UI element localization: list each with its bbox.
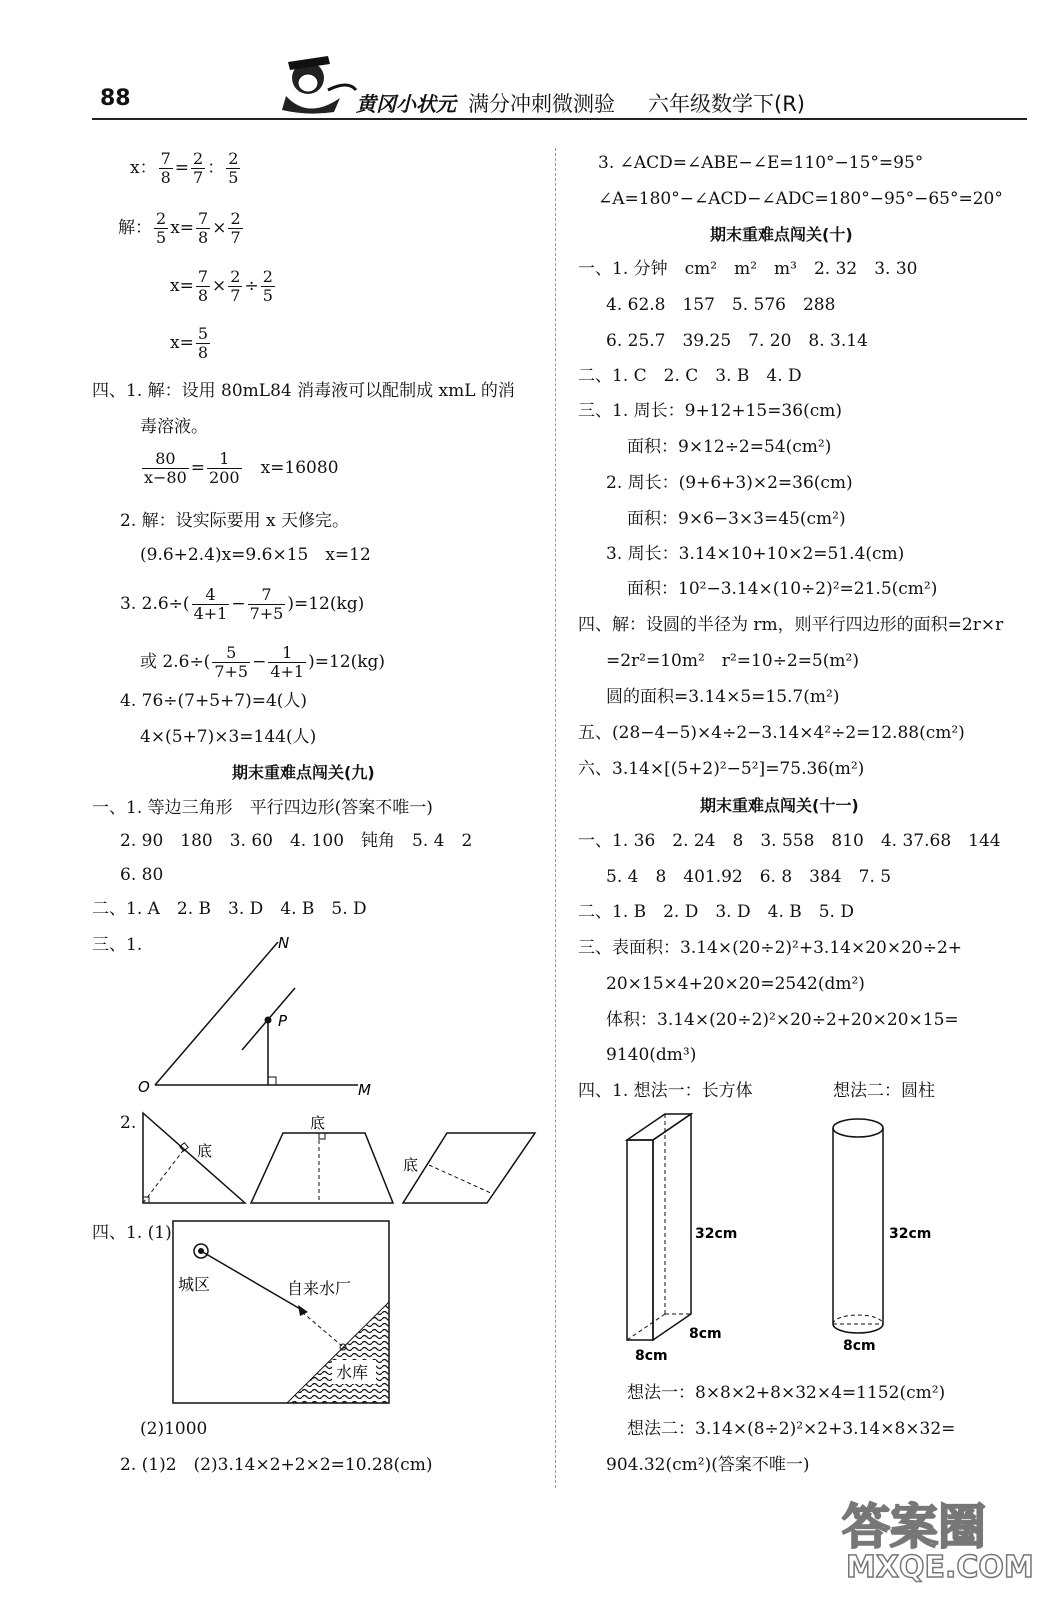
label-p: P (278, 1012, 288, 1030)
subject-title: 六年级数学下(R) (648, 92, 805, 116)
r10-part1-line2: 4. 62.8 157 5. 576 288 (606, 295, 836, 315)
sec9-part1-line1: 一、1. 等边三角形 平行四边形(答案不唯一) (92, 798, 433, 818)
label-o: O (138, 1078, 150, 1096)
cuboid-width-label: 8cm (635, 1348, 668, 1364)
r10-part1-line3: 6. 25.7 39.25 7. 20 8. 3.14 (606, 331, 868, 351)
r10-part1-line1: 一、1. 分钟 cm² m² m³ 2. 32 3. 30 (578, 259, 918, 279)
r10-part2: 二、1. C 2. C 3. B 4. D (578, 366, 802, 386)
series-title: 满分冲刺微测验 (468, 92, 615, 116)
angle-perpendicular-figure (130, 930, 390, 1100)
column-divider (555, 148, 556, 1488)
proportion-equation-3: x= $\frac{7}{8}$ × $\frac{2}{7}$ ÷ $\frac{2}{5}$ (170, 267, 273, 305)
section4-q1-line1: 四、1. 解：设用 80mL84 消毒液可以配制成 xmL 的消 (92, 381, 515, 401)
cuboid-depth-label: 8cm (689, 1326, 722, 1342)
r11-part4-idea1: 四、1. 想法一：长方体 (578, 1081, 753, 1101)
proportion-equation-1: x： $\frac{7}{8}$ = $\frac{2}{7}$ ： $\frac{2}{5}$ (130, 149, 239, 187)
r11-part4-calc2b: 904.32(cm²)(答案不唯一) (606, 1455, 810, 1475)
r-q3-line2: ∠A=180°−∠ACD−∠ADC=180°−95°−65°=20° (598, 189, 1003, 209)
r11-part4-idea2: 想法二：圆柱 (833, 1081, 935, 1101)
section4-q1-line2: 毒溶液。 (140, 417, 208, 437)
r10-part3-q2b: 面积：9×6−3×3=45(cm²) (627, 509, 846, 529)
label-n: N (278, 934, 290, 952)
sec9-part1-line3: 6. 80 (120, 865, 164, 885)
r11-part4-calc1: 想法一：8×8×2+8×32×4=1152(cm²) (627, 1383, 946, 1403)
r11-part4-calc2a: 想法二：3.14×(8÷2)²×2+3.14×8×32= (627, 1419, 956, 1439)
proportion-equation-2: 解： $\frac{2}{5}$ x= $\frac{7}{8}$ × $\frac{2}{7}$ (118, 209, 241, 247)
map-city-label: 城区 (178, 1275, 211, 1294)
heights-figure (135, 1108, 545, 1208)
section4-q4-line2: 4×(5+7)×3=144(人) (140, 727, 317, 747)
section4-q2-line2: (9.6+2.4)x=9.6×15 x=12 (140, 545, 371, 565)
section4-q2-line1: 2. 解：设实际要用 x 天修完。 (120, 511, 350, 531)
cylinder-diameter-label: 8cm (843, 1338, 876, 1354)
map-figure (172, 1220, 390, 1404)
section4-q1-equation: $\frac{80}{x-80}$ = $\frac{1}{200}$ x=16080 (144, 449, 339, 487)
r11-part1a: 一、1. 36 2. 24 8 3. 558 810 4. 37.68 144 (578, 831, 1001, 851)
sec9-part4-q1-2: (2)1000 (140, 1419, 208, 1439)
r10-part5: 五、(28−4−5)×4÷2−3.14×4²÷2=12.88(cm²) (578, 723, 965, 743)
watermark-logo: 答案圈 (842, 1499, 987, 1555)
cylinder-figure (825, 1110, 955, 1360)
r11-part3c: 体积：3.14×(20÷2)²×20÷2+20×20×15= (606, 1010, 959, 1030)
section-title-11: 期末重难点闯关(十一) (700, 796, 859, 815)
section4-q3: 3. 2.6÷( $\frac{4}{4+1}$ − $\frac{7}{7+5}$ )=12(kg) (120, 585, 365, 623)
section-title-9: 期末重难点闯关(九) (232, 763, 375, 782)
sec9-part1-line2: 2. 90 180 3. 60 4. 100 钝角 5. 4 2 (120, 831, 473, 851)
sec9-part3-q2-label: 2. (120, 1113, 137, 1133)
cuboid-figure (605, 1110, 750, 1370)
cuboid-height-label: 32cm (695, 1226, 738, 1242)
map-reservoir-label: 水库 (336, 1363, 369, 1382)
brand-logo: 黄冈小状元 (356, 92, 456, 116)
mascot-icon (268, 50, 360, 116)
r10-part3-q1b: 面积：9×12÷2=54(cm²) (627, 437, 832, 457)
parallelogram-base-label: 底 (403, 1156, 419, 1174)
r11-part3b: 20×15×4+20×20=2542(dm²) (606, 974, 865, 994)
triangle-base-label: 底 (197, 1142, 213, 1160)
sec9-part4-label: 四、1. (1) (92, 1223, 172, 1243)
sec9-part3-label: 三、1. (92, 935, 143, 955)
r11-part1b: 5. 4 8 401.92 6. 8 384 7. 5 (606, 867, 892, 887)
page-number: 88 (100, 86, 131, 111)
r10-part6: 六、3.14×[(5+2)²−5²]=75.36(m²) (578, 759, 865, 779)
r11-part2: 二、1. B 2. D 3. D 4. B 5. D (578, 902, 854, 922)
r10-part3-q3b: 面积：10²−3.14×(10÷2)²=21.5(cm²) (627, 579, 938, 599)
watermark-url: MXQE.COM (846, 1550, 1034, 1585)
r10-part4a: 四、解：设圆的半径为 rm，则平行四边形的面积=2r×r (578, 615, 1004, 635)
r10-part3-q2a: 2. 周长：(9+6+3)×2=36(cm) (606, 473, 853, 493)
r11-part3a: 三、表面积：3.14×(20÷2)²+3.14×20×20÷2+ (578, 938, 963, 958)
section-title-10: 期末重难点闯关(十) (710, 225, 853, 244)
r10-part4b: =2r²=10m² r²=10÷2=5(m²) (606, 651, 859, 671)
r-q3-line1: 3. ∠ACD=∠ABE−∠E=110°−15°=95° (598, 153, 924, 173)
r10-part3-q1a: 三、1. 周长：9+12+15=36(cm) (578, 401, 842, 421)
r10-part4c: 圆的面积=3.14×5=15.7(m²) (606, 687, 840, 707)
map-water-plant-label: 自来水厂 (287, 1279, 352, 1298)
cylinder-height-label: 32cm (889, 1226, 932, 1242)
section4-q4-line1: 4. 76÷(7+5+7)=4(人) (120, 691, 308, 711)
sec9-part2: 二、1. A 2. B 3. D 4. B 5. D (92, 899, 367, 919)
trapezoid-base-label: 底 (310, 1114, 326, 1132)
r11-part3d: 9140(dm³) (606, 1045, 697, 1065)
proportion-equation-4: x= $\frac{5}{8}$ (170, 324, 209, 362)
section4-q3-alt: 或 2.6÷( $\frac{5}{7+5}$ − $\frac{1}{4+1}$ )=12(kg) (140, 643, 386, 681)
header-rule (92, 118, 1027, 120)
label-m: M (358, 1081, 371, 1099)
r10-part3-q3a: 3. 周长：3.14×10+10×2=51.4(cm) (606, 544, 905, 564)
sec9-part4-q2: 2. (1)2 (2)3.14×2+2×2=10.28(cm) (120, 1455, 433, 1475)
